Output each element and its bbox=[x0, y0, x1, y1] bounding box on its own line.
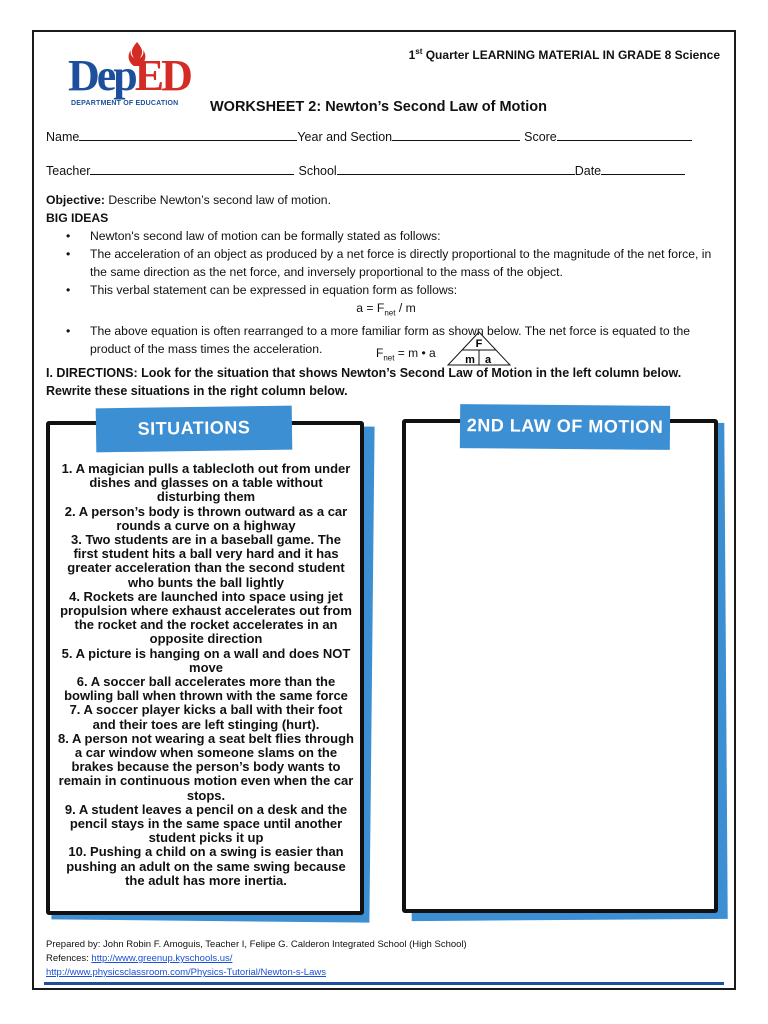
name-field[interactable] bbox=[79, 129, 297, 141]
eq1-lhs: a = F bbox=[356, 301, 385, 315]
objective bbox=[46, 191, 726, 209]
force-triangle bbox=[446, 331, 512, 367]
bullet-text: This verbal statement can be expressed in equation form as follows: bbox=[90, 283, 458, 297]
logo-subtitle: DEPARTMENT OF EDUCATION bbox=[71, 100, 179, 107]
bullet-text: Newton's second law of motion can be formally stated as follows: bbox=[90, 229, 441, 243]
directions: I. DIRECTIONS: Look for the situation that shows Newton’s Second Law of Motion in the left column below. Rewrite these situations in the right column below. bbox=[46, 366, 682, 398]
school-field[interactable] bbox=[337, 163, 575, 175]
logo-wordmark bbox=[68, 50, 190, 101]
bullet-text: The acceleration of an object as produced by a net force is directly proportional to the magnitude of the net force, in the same direction as the net force, and inversely proportional to the mass of the object. bbox=[90, 247, 712, 279]
bullet-icon: • bbox=[66, 247, 71, 261]
list-item bbox=[46, 245, 726, 281]
big-ideas-list bbox=[46, 227, 726, 299]
reference-link-greenup[interactable]: http://www.greenup.kyschools.us/ bbox=[91, 953, 233, 964]
prepared-by: Prepared by: John Robin F. Amoguis, Teacher I, Felipe G. Calderon Integrated School (High School) bbox=[46, 939, 467, 950]
grade-suffix: st bbox=[415, 47, 423, 56]
situations-list bbox=[58, 462, 354, 888]
list-item: 4. Rockets are launched into space using jet propulsion where exhaust accelerates out from the rocket and the rocket accelerates in an opposite direction bbox=[60, 588, 352, 647]
reference-link-physicsclassroom[interactable]: http://www.physicsclassroom.com/Physics-Tutorial/Newton-s-Laws bbox=[46, 967, 326, 978]
second-law-answer-box[interactable] bbox=[402, 419, 718, 913]
year-section-field[interactable] bbox=[392, 129, 520, 141]
equation-net-force bbox=[376, 346, 436, 362]
footer-divider bbox=[44, 982, 724, 985]
situations-banner: SITUATIONS bbox=[96, 406, 293, 453]
list-item: 2. A person’s body is thrown outward as a car rounds a curve on a highway bbox=[64, 503, 348, 533]
score-field[interactable] bbox=[557, 129, 692, 141]
date-label: Date bbox=[574, 164, 602, 178]
date-field[interactable] bbox=[601, 163, 685, 175]
name-label: Name bbox=[46, 130, 80, 144]
references-label: Refences: bbox=[46, 953, 92, 964]
bullet-icon: • bbox=[66, 283, 71, 297]
list-item: 5. A picture is hanging on a wall and does NOT move bbox=[61, 645, 351, 675]
grade-text: Quarter LEARNING MATERIAL IN GRADE 8 Science bbox=[422, 48, 720, 62]
eq2-sub: net bbox=[383, 353, 395, 363]
eq1-rhs: / m bbox=[395, 301, 416, 315]
list-item: 3. Two students are in a baseball game. The first student hits a ball very hard and it has greater acceleration than the second student who bunts the ball lightly bbox=[67, 532, 345, 590]
list-item bbox=[46, 281, 726, 299]
big-ideas-heading-text: BIG IDEAS bbox=[46, 211, 109, 225]
teacher-label: Teacher bbox=[46, 164, 91, 178]
big-ideas-heading bbox=[46, 209, 726, 227]
grade-header bbox=[409, 47, 720, 62]
teacher-field[interactable] bbox=[90, 163, 294, 175]
eq1-sub: net bbox=[384, 308, 396, 318]
fields-row-2 bbox=[46, 163, 685, 178]
deped-logo bbox=[68, 42, 204, 112]
bullet-text: The above equation is often rearranged to a more familiar form as shown below. The net force is equated to the product of the mass times the acceleration. bbox=[90, 324, 691, 357]
eq2-rhs: = m • a bbox=[394, 346, 436, 360]
list-item: 1. A magician pulls a tablecloth out from under dishes and glasses on a table without disturbing them bbox=[61, 461, 351, 505]
list-item: 6. A soccer ball accelerates more than the bowling ball when thrown with the same force bbox=[64, 674, 348, 704]
footer bbox=[46, 938, 467, 980]
objective-text: Describe Newton’s second law of motion. bbox=[104, 193, 331, 207]
list-item: 7. A soccer player kicks a ball with their foot and their toes are left stinging (hurt). bbox=[69, 702, 343, 732]
equation-acceleration bbox=[46, 299, 726, 322]
score-label: Score bbox=[524, 130, 557, 144]
logo-dep-text: Dep bbox=[68, 51, 135, 100]
school-label: School bbox=[298, 164, 337, 178]
bullet-icon: • bbox=[66, 229, 71, 243]
eq2-f: F bbox=[376, 346, 384, 360]
grade-number: 1 bbox=[408, 48, 416, 62]
triangle-m: m bbox=[465, 354, 475, 366]
list-item: 9. A student leaves a pencil on a desk and the pencil stays in the same space until another student picks it up bbox=[64, 801, 348, 846]
second-law-banner: 2ND LAW OF MOTION bbox=[460, 404, 670, 450]
logo-ed-text: ED bbox=[134, 51, 190, 100]
fields-row-1 bbox=[46, 129, 692, 144]
worksheet-title: WORKSHEET 2: Newton’s Second Law of Motion bbox=[210, 99, 547, 115]
references-2 bbox=[46, 966, 467, 980]
year-section-label: Year and Section bbox=[297, 130, 393, 144]
list-item: 8. A person not wearing a seat belt flies through a car window when someone slams on the brakes because the person’s body wants to remain in continuous motion even when the car stops. bbox=[58, 730, 354, 803]
triangle-f: F bbox=[475, 338, 483, 350]
triangle-a: a bbox=[484, 354, 492, 366]
list-item bbox=[46, 227, 726, 245]
bullet-icon: • bbox=[66, 324, 71, 339]
lesson-content bbox=[46, 191, 726, 358]
list-item: 10. Pushing a child on a swing is easier than pushing an adult on the same swing because the adult has more inertia. bbox=[66, 844, 346, 888]
objective-label: Objective: bbox=[46, 193, 105, 207]
references bbox=[46, 952, 467, 966]
